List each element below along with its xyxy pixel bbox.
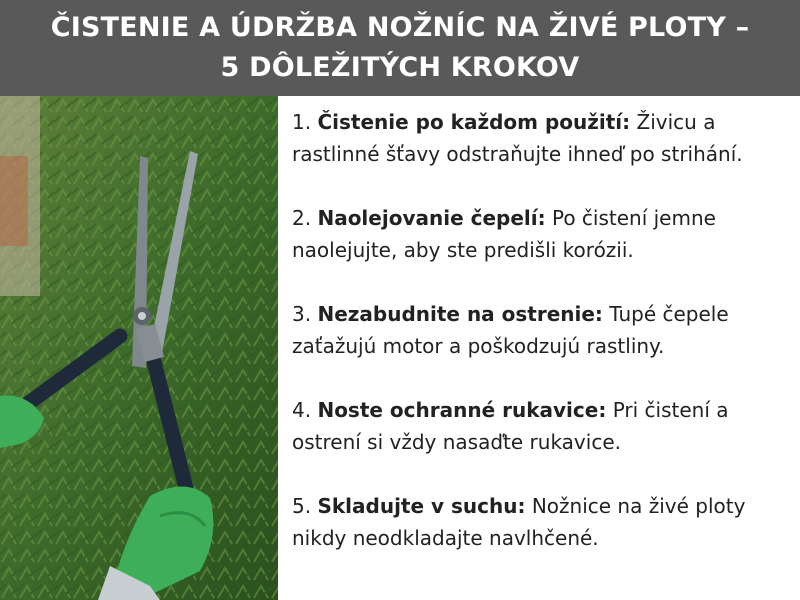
step-title: Čistenie po každom použití: (317, 110, 631, 134)
step-title: Naolejovanie čepelí: (317, 206, 546, 230)
step-number: 1. (292, 110, 312, 134)
step-number: 3. (292, 302, 312, 326)
step-4 (292, 394, 792, 458)
step-text: Živicu a rastlinné šťavy odstraňujte ihneď po strihání. (292, 110, 743, 166)
step-text: Tupé čepele zaťažujú motor a poškodzujú rastliny. (292, 302, 729, 358)
step-number: 5. (292, 494, 312, 518)
title-line-2: 5 DÔLEŽITÝCH KROKOV (220, 52, 580, 83)
step-text: Nožnice na živé ploty nikdy neodkladajte navlhčené. (292, 494, 746, 550)
step-number: 4. (292, 398, 312, 422)
step-title: Nezabudnite na ostrenie: (317, 302, 603, 326)
step-text: Po čistení jemne naolejujte, aby ste predišli korózii. (292, 206, 716, 262)
page-title (0, 0, 800, 96)
steps-list (292, 106, 792, 554)
step-1 (292, 106, 792, 170)
hedge-shears-photo (0, 96, 278, 600)
step-5 (292, 490, 792, 554)
step-3 (292, 298, 792, 362)
step-title: Skladujte v suchu: (317, 494, 526, 518)
step-title: Noste ochranné rukavice: (317, 398, 607, 422)
step-2 (292, 202, 792, 266)
step-number: 2. (292, 206, 312, 230)
step-text: Pri čistení a ostrení si vždy nasaďte rukavice. (292, 398, 729, 454)
title-line-1: ČISTENIE A ÚDRŽBA NOŽNÍC NA ŽIVÉ PLOTY – (50, 12, 750, 43)
